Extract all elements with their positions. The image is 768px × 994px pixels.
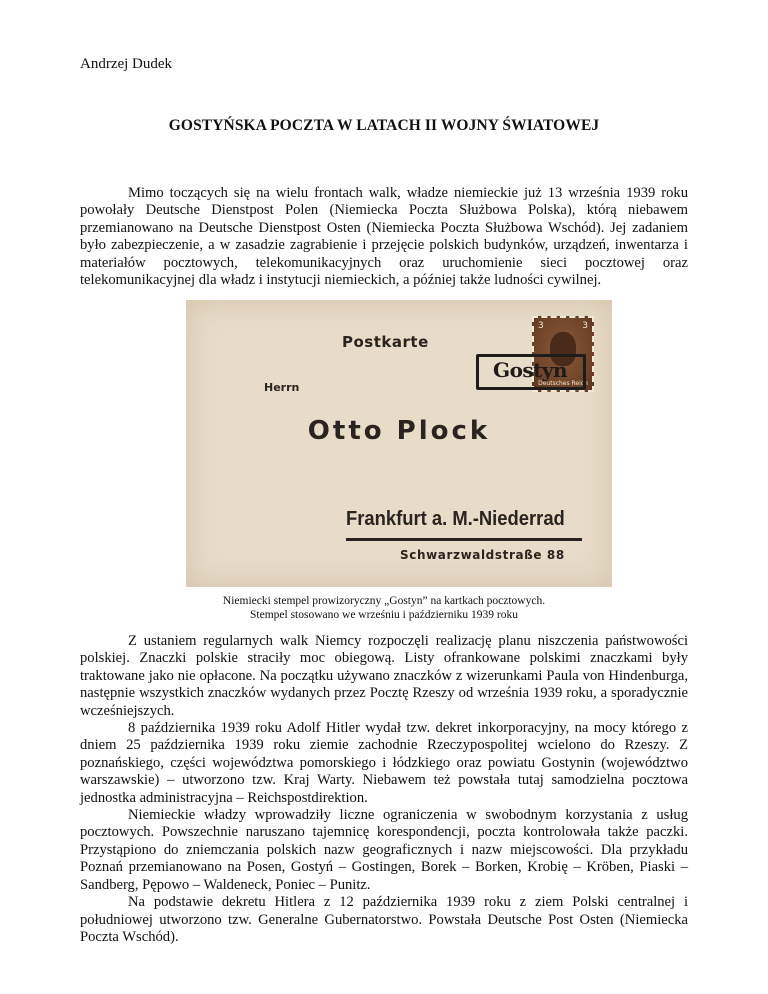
figure-caption bbox=[0, 594, 768, 622]
caption-line-1: Niemiecki stempel prowizoryczny „Gostyn” na kartkach pocztowych. bbox=[222, 595, 546, 607]
postcard-recipient-name: Otto Plock bbox=[307, 416, 491, 446]
paragraph-decree: 8 października 1939 roku Adolf Hitler wydał tzw. dekret inkorporacyjny, na mocy którego z dniem 25 października 1939 roku ziemie zachodnie Rzeczypospolitej wcielono do Rzeszy. Z poznańskiego, części województwa pomorskiego i łódzkiego oraz powiatu Gostynin (województwo warszawskie) – utworzono tzw. Kraj Warty. Niebawem też powstała tutaj samodzielna pocztowa jednostka administracyjna – Reichspostdirektion. bbox=[80, 720, 688, 806]
paragraph-intro: Mimo toczących się na wielu frontach walk, władze niemieckie już 13 września 1939 roku powołały Deutsche Dienstpost Polen (Niemiecka Poczta Służbowa Polska), którą niebawem przemianowano na Deutsche Dienstpost Osten (Niemiecka Poczta Służbowa Wschód). Jej zadaniem było zabezpieczenie, a w zasadzie zagrabienie i przejęcie polskich budynków, urządzeń, inwentarza i materiałów pocztowych, telekomunikacyjnych oraz uruchomienie sieci pocztowej oraz telekomunikacyjnej dla władz i instytucji niemieckich, a później także ludności cywilnej. bbox=[80, 185, 688, 289]
postcard-heading: Postkarte bbox=[342, 333, 429, 351]
document-title: GOSTYŃSKA POCZTA W LATACH II WOJNY ŚWIATOWEJ bbox=[168, 117, 600, 134]
stamp-value-left: 3 bbox=[538, 321, 544, 331]
body-text bbox=[80, 633, 688, 946]
postcard-city: Frankfurt a. M.-Niederrad bbox=[346, 508, 565, 530]
paragraph-restrictions: Niemieckie władzy wprowadziły liczne ograniczenia w swobodnym korzystania z usług pocztowych. Powszechnie naruszano tajemnicę korespondencji, poczta kontrolowała także paczki. Przystąpiono do zniemczania polskich nazw geograficznych i nazw miejscowości. Dla przykładu Poznań przemianowano na Posen, Gostyń – Gostingen, Borek – Borken, Krobię – Kröben, Piaski – Sandberg, Pępowo – Waldeneck, Poniec – Punitz. bbox=[80, 807, 688, 893]
paragraph-stamps: Z ustaniem regularnych walk Niemcy rozpoczęli realizację planu niszczenia państwowości polskiej. Znaczki polskie straciły moc obiegową. Listy ofrankowane polskimi znaczkami były traktowane jako nie opłacone. Na początku używano znaczków z wizerunkami Paula von Hindenburga, następnie wszystkich znaczków wydanych przez Pocztę Rzeszy od września 1939 roku, a sporadycznie wcześniejszych. bbox=[80, 633, 688, 719]
postcard-image bbox=[186, 300, 612, 587]
paragraph-general-government: Na podstawie dekretu Hitlera z 12 października 1939 roku z ziem Polski centralnej i południowej utworzono tzw. Generalne Gubernatorstwo. Powstała Deutsche Post Osten (Niemiecka Poczta Wschód). bbox=[80, 894, 688, 945]
stamp-value-right: 3 bbox=[582, 321, 588, 331]
stamp-label: Deutsches Reich bbox=[538, 380, 588, 387]
author-name: Andrzej Dudek bbox=[80, 56, 173, 72]
postcard-salutation: Herrn bbox=[264, 381, 300, 394]
postcard-divider bbox=[346, 538, 582, 541]
cancellation-text: Gostyn bbox=[493, 358, 568, 382]
postcard-street: Schwarzwaldstraße 88 bbox=[400, 548, 565, 562]
caption-line-2: Stempel stosowano we wrześniu i październiku 1939 roku bbox=[250, 609, 518, 621]
cancellation-mark bbox=[476, 354, 586, 390]
